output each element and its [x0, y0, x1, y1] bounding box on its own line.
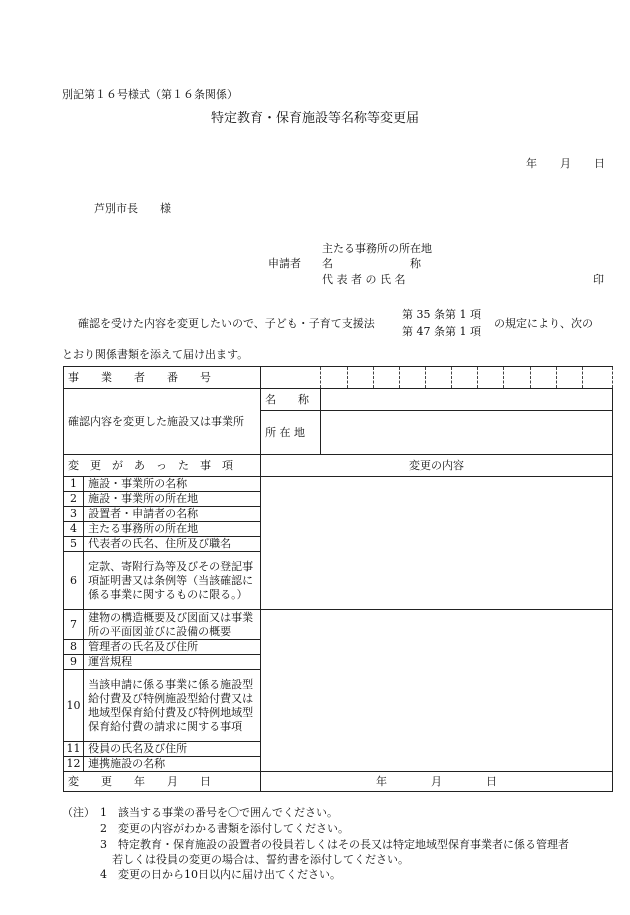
operator-number-cell[interactable] — [582, 367, 612, 389]
date-day: 日 — [594, 157, 605, 170]
note-item: 3 特定教育・保育施設の設置者の役員若しくはその長又は特定地域型保育事業者に係る管理者 — [100, 838, 569, 851]
body-text-start: 確認を受けた内容を変更したいので、子ども・子育て支援法 — [78, 317, 375, 330]
page-title: 特定教育・保育施設等名称等変更届 — [210, 111, 419, 126]
facility-name-field[interactable] — [321, 389, 613, 411]
item-text: 代表者の氏名、住所及び職名 — [84, 537, 261, 552]
applicant-address-label: 主たる事務所の所在地 — [322, 242, 432, 255]
date-month: 月 — [560, 157, 571, 170]
operator-number-cell[interactable] — [399, 367, 425, 389]
operator-number-cell[interactable] — [504, 367, 530, 389]
items-header: 変 更 が あ っ た 事 項 — [64, 455, 261, 477]
item-number: 10 — [64, 670, 84, 742]
operator-number-cell[interactable] — [452, 367, 478, 389]
date-year: 年 — [526, 157, 537, 170]
law-article-35: 第 35 条第 1 項 — [402, 308, 481, 321]
change-table — [63, 366, 613, 792]
item-number: 9 — [64, 655, 84, 670]
item-number: 8 — [64, 640, 84, 655]
facility-name-label: 名 称 — [261, 389, 321, 411]
note-item: 1 該当する事業の番号を〇で囲んでください。 — [100, 806, 338, 819]
item-text: 運営規程 — [84, 655, 261, 670]
item-number: 12 — [64, 757, 84, 772]
item-text: 施設・事業所の名称 — [84, 477, 261, 492]
form-number: 別記第１６号様式（第１６条関係） — [62, 88, 238, 101]
change-content-field-lower[interactable] — [261, 610, 613, 772]
applicant-rep-label: 代 表 者 の 氏 名 — [322, 273, 406, 286]
applicant-name-label: 名 称 — [322, 257, 421, 270]
change-date-value[interactable]: 年 月 日 — [261, 772, 613, 792]
notes-prefix: （注） — [62, 806, 95, 819]
facility-location-label: 所 在 地 — [261, 411, 321, 455]
note-item: 4 変更の日から10日以内に届け出てください。 — [100, 868, 341, 881]
item-number: 3 — [64, 507, 84, 522]
addressee: 芦別市長 様 — [94, 202, 171, 215]
facility-location-field[interactable] — [321, 411, 613, 455]
item-text: 設置者・申請者の名称 — [84, 507, 261, 522]
applicant-label: 申請者 — [268, 257, 301, 270]
operator-number-cell[interactable] — [321, 367, 347, 389]
seal-mark: 印 — [593, 273, 604, 286]
item-number: 5 — [64, 537, 84, 552]
body-text-mid: の規定により、次の — [494, 317, 593, 330]
note-item: 若しくは役員の変更の場合は、誓約書を添付してください。 — [112, 853, 409, 866]
item-text: 管理者の氏名及び住所 — [84, 640, 261, 655]
item-number: 6 — [64, 552, 84, 610]
content-header: 変更の内容 — [261, 455, 613, 477]
operator-number-label: 事 業 者 番 号 — [64, 367, 261, 389]
item-text: 主たる事務所の所在地 — [84, 522, 261, 537]
operator-number-cell[interactable] — [478, 367, 504, 389]
change-content-field[interactable] — [261, 477, 613, 610]
law-article-47: 第 47 条第 1 項 — [402, 325, 481, 338]
operator-number-cell[interactable] — [425, 367, 451, 389]
item-text: 当該申請に係る事業に係る施設型給付費及び特例施設型給付費又は地域型保育給付費及び特例地域型保育給付費の請求に関する事項 — [84, 670, 261, 742]
facility-label: 確認内容を変更した施設又は事業所 — [64, 389, 261, 455]
item-number: 7 — [64, 610, 84, 640]
operator-number-cell[interactable] — [261, 367, 321, 389]
item-text: 定款、寄附行為等及びその登記事項証明書又は条例等（当該確認に係る事業に関するものに限る。） — [84, 552, 261, 610]
note-item: 2 変更の内容がわかる書類を添付してください。 — [100, 822, 349, 835]
body-text-end: とおり関係書類を添えて届け出ます。 — [62, 348, 249, 361]
operator-number-cell[interactable] — [373, 367, 399, 389]
change-date-label: 変 更 年 月 日 — [64, 772, 261, 792]
item-number: 2 — [64, 492, 84, 507]
operator-number-cell[interactable] — [556, 367, 582, 389]
item-text: 連携施設の名称 — [84, 757, 261, 772]
item-text: 建物の構造概要及び図面又は事業所の平面図並びに設備の概要 — [84, 610, 261, 640]
item-text: 施設・事業所の所在地 — [84, 492, 261, 507]
operator-number-cell[interactable] — [530, 367, 556, 389]
item-text: 役員の氏名及び住所 — [84, 742, 261, 757]
item-number: 11 — [64, 742, 84, 757]
operator-number-cell[interactable] — [347, 367, 373, 389]
item-number: 1 — [64, 477, 84, 492]
item-number: 4 — [64, 522, 84, 537]
